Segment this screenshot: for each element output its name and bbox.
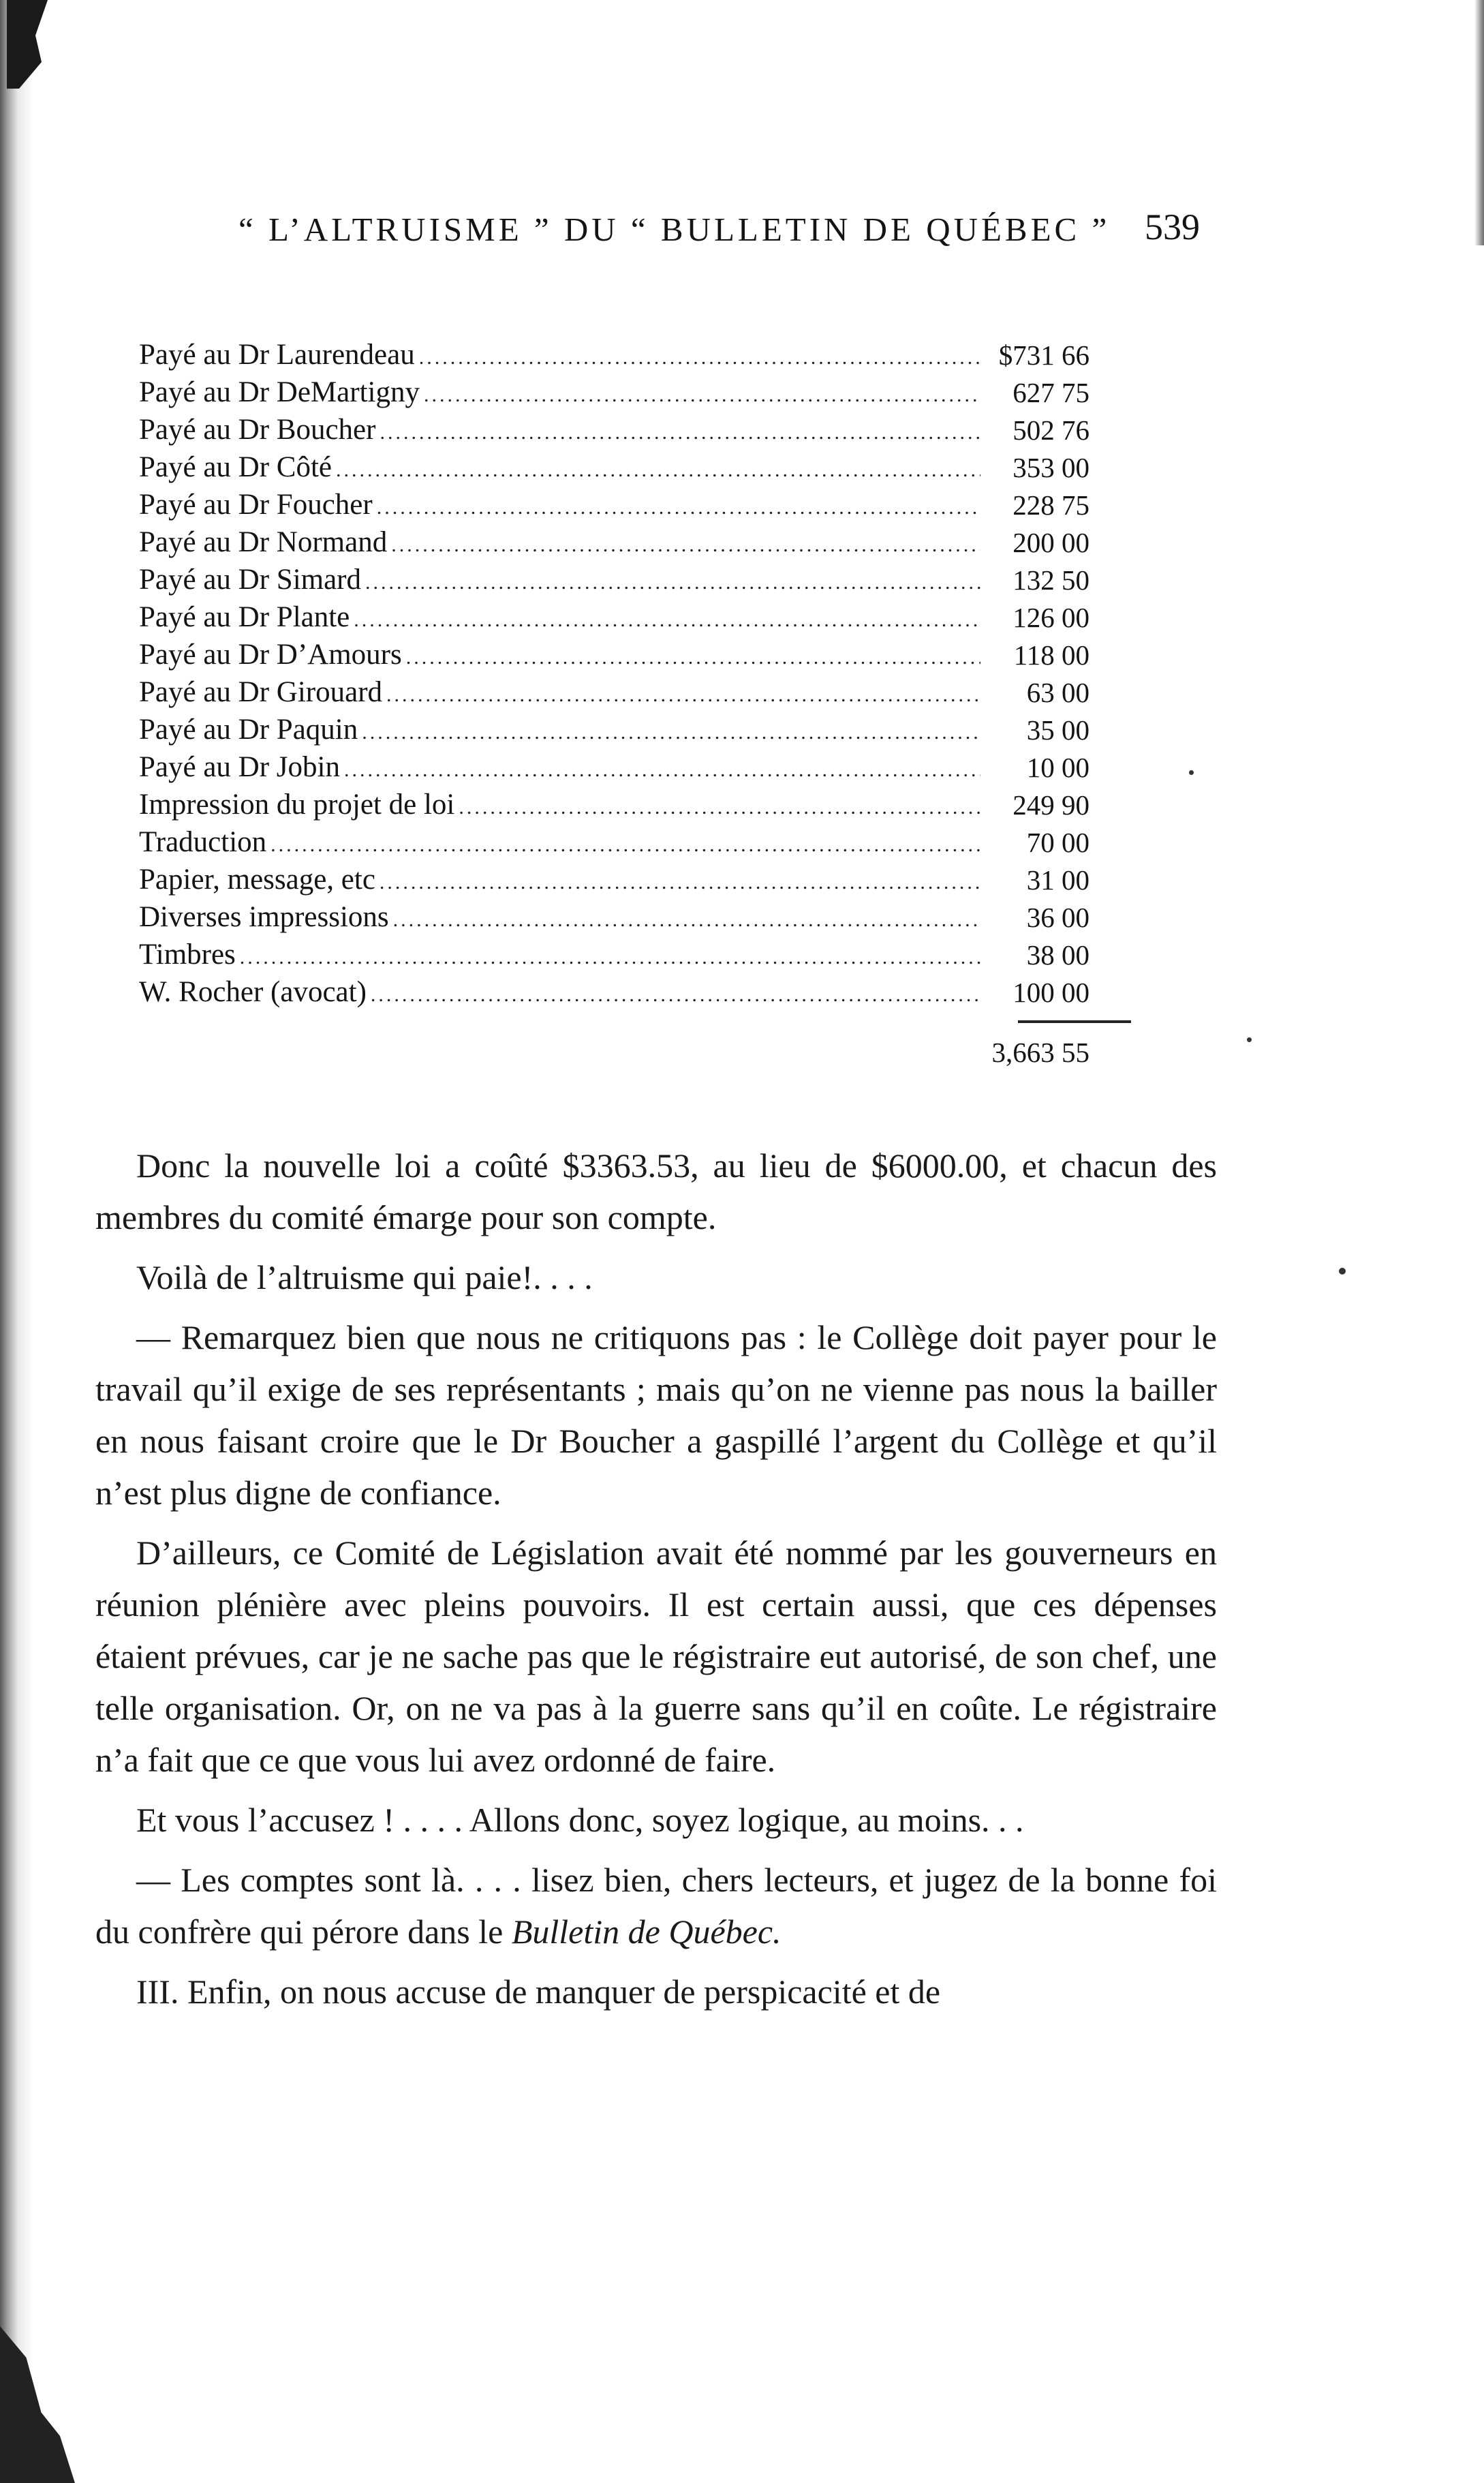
page-header <box>0 204 1484 259</box>
ledger-label: Payé au Dr Paquin <box>139 714 358 746</box>
ledger-row <box>139 559 1161 596</box>
ledger-amount: 36 00 <box>1026 902 1089 933</box>
ledger-label: Payé au Dr Boucher <box>139 414 376 446</box>
ledger-label: Traduction <box>139 826 267 858</box>
ledger-row <box>139 934 1161 971</box>
dot-leader <box>354 609 980 632</box>
dot-leader <box>270 834 980 857</box>
ledger-amount: 100 00 <box>1012 977 1089 1008</box>
ledger-row <box>139 971 1161 1009</box>
ledger-label: Payé au Dr DeMartigny <box>139 376 420 408</box>
ledger-row <box>139 446 1161 484</box>
dot-leader <box>380 421 980 444</box>
publication-title: Bulletin de Québec. <box>511 1913 782 1951</box>
ledger-label: W. Rocher (avocat) <box>139 976 367 1008</box>
scan-speck <box>1339 1268 1346 1275</box>
paragraph: — Remarquez bien que nous ne critiquons pas : le Collège doit payer pour le travail qu’il exige de ses représentants ; mais qu’on ne vienne pas nous la bailler en nous faisant croire que le Dr Boucher a gaspillé l’argent du Collège et qu’il n’est plus digne de confiance. <box>95 1318 1217 1512</box>
ledger-row <box>139 521 1161 559</box>
ledger-amount: 118 00 <box>1013 639 1089 671</box>
ledger-amount: 63 00 <box>1026 677 1089 708</box>
ledger-label: Payé au Dr Simard <box>139 564 362 596</box>
ledger-amount: 126 00 <box>1012 602 1089 633</box>
dot-leader <box>240 946 980 969</box>
ledger-label: Payé au Dr Foucher <box>139 489 373 521</box>
body-text <box>95 1140 1217 2017</box>
ledger-row <box>139 334 1161 371</box>
ledger-row <box>139 746 1161 784</box>
ledger-amount: 502 76 <box>1012 414 1089 446</box>
dot-leader <box>406 646 980 669</box>
ledger-row <box>139 709 1161 746</box>
ledger-label: Payé au Dr Côté <box>139 451 333 483</box>
ledger-amount: 10 00 <box>1026 752 1089 783</box>
ledger-total: 3,663 55 <box>991 1037 1089 1068</box>
dot-leader <box>336 459 980 482</box>
ledger-amount: 38 00 <box>1026 939 1089 971</box>
dot-leader <box>371 984 980 1007</box>
ledger-row <box>139 821 1161 859</box>
dot-leader <box>344 759 980 782</box>
paragraph: Voilà de l’altruisme qui paie!. . . . <box>136 1258 593 1296</box>
ledger-row <box>139 784 1161 821</box>
ledger-amount: 35 00 <box>1026 714 1089 746</box>
ledger-label: Payé au Dr D’Amours <box>139 639 402 671</box>
dot-leader <box>386 684 980 707</box>
ledger-amount: 200 00 <box>1012 527 1089 558</box>
ledger-label: Payé au Dr Girouard <box>139 676 383 708</box>
ledger-label: Payé au Dr Normand <box>139 526 388 558</box>
ledger-label: Papier, message, etc <box>139 864 375 896</box>
page-number: 539 <box>1145 207 1200 247</box>
paragraph-text: — Les comptes sont là. . . . lisez bien, chers lecteurs, et jugez de la bonne foi du confrère qui pérore dans le <box>95 1861 1217 1951</box>
sum-rule <box>1018 1020 1131 1023</box>
ledger-label: Payé au Dr Laurendeau <box>139 339 415 371</box>
dot-leader <box>459 796 980 819</box>
ledger-amount: $731 66 <box>998 339 1089 371</box>
ledger-row <box>139 634 1161 671</box>
ledger-amount: 627 75 <box>1012 377 1089 408</box>
ledger-row <box>139 596 1161 634</box>
ledger-label: Payé au Dr Plante <box>139 601 350 633</box>
dot-leader <box>365 571 980 594</box>
paragraph: Donc la nouvelle loi a coûté $3363.53, au lieu de $6000.00, et chacun des membres du comité émarge pour son compte. <box>95 1146 1217 1236</box>
ledger-row <box>139 896 1161 934</box>
dot-leader <box>377 496 980 519</box>
dot-leader <box>362 721 980 744</box>
ledger-label: Timbres <box>139 939 236 971</box>
ledger-amount: 353 00 <box>1012 452 1089 483</box>
dot-leader <box>393 909 980 932</box>
paragraph: Et vous l’accusez ! . . . . Allons donc, soyez logique, au moins. . . <box>136 1801 1024 1839</box>
ledger-row <box>139 371 1161 409</box>
ledger-amount: 31 00 <box>1026 864 1089 896</box>
paragraph <box>95 1854 1217 1958</box>
dot-leader <box>391 534 980 557</box>
ledger-row <box>139 671 1161 709</box>
ledger-amount: 228 75 <box>1012 489 1089 521</box>
ledger-label: Impression du projet de loi <box>139 789 455 821</box>
dot-leader <box>424 384 980 407</box>
ledger-amount: 132 50 <box>1012 564 1089 596</box>
dot-leader <box>380 871 980 894</box>
ledger-row <box>139 859 1161 896</box>
ledger-amount: 70 00 <box>1026 827 1089 858</box>
ledger-amount: 249 90 <box>1012 789 1089 821</box>
ledger-label: Payé au Dr Jobin <box>139 751 340 783</box>
paragraph: D’ailleurs, ce Comité de Législation avait été nommé par les gouverneurs en réunion plénière avec pleins pouvoirs. Il est certain aussi, que ces dépenses étaient prévues, car je ne sache pas que le régistraire eut autorisé, de son chef, une telle organisation. Or, on ne va pas à la guerre sans qu’il en coûte. Le régistraire n’a fait que ce que vous lui avez ordonné de faire. <box>95 1534 1217 1779</box>
ledger-row <box>139 484 1161 521</box>
running-title: “ L’ALTRUISME ” DU “ BULLETIN DE QUÉBEC ” <box>238 211 1111 248</box>
paragraph: III. Enfin, on nous accuse de manquer de perspicacité et de <box>136 1972 941 2011</box>
ledger-row <box>139 409 1161 446</box>
scan-left-edge <box>0 0 48 2483</box>
scan-speck <box>1189 770 1194 775</box>
scan-speck <box>1247 1037 1252 1042</box>
ledger-label: Diverses impressions <box>139 901 389 933</box>
dot-leader <box>419 346 980 369</box>
expense-ledger <box>139 334 1161 1068</box>
